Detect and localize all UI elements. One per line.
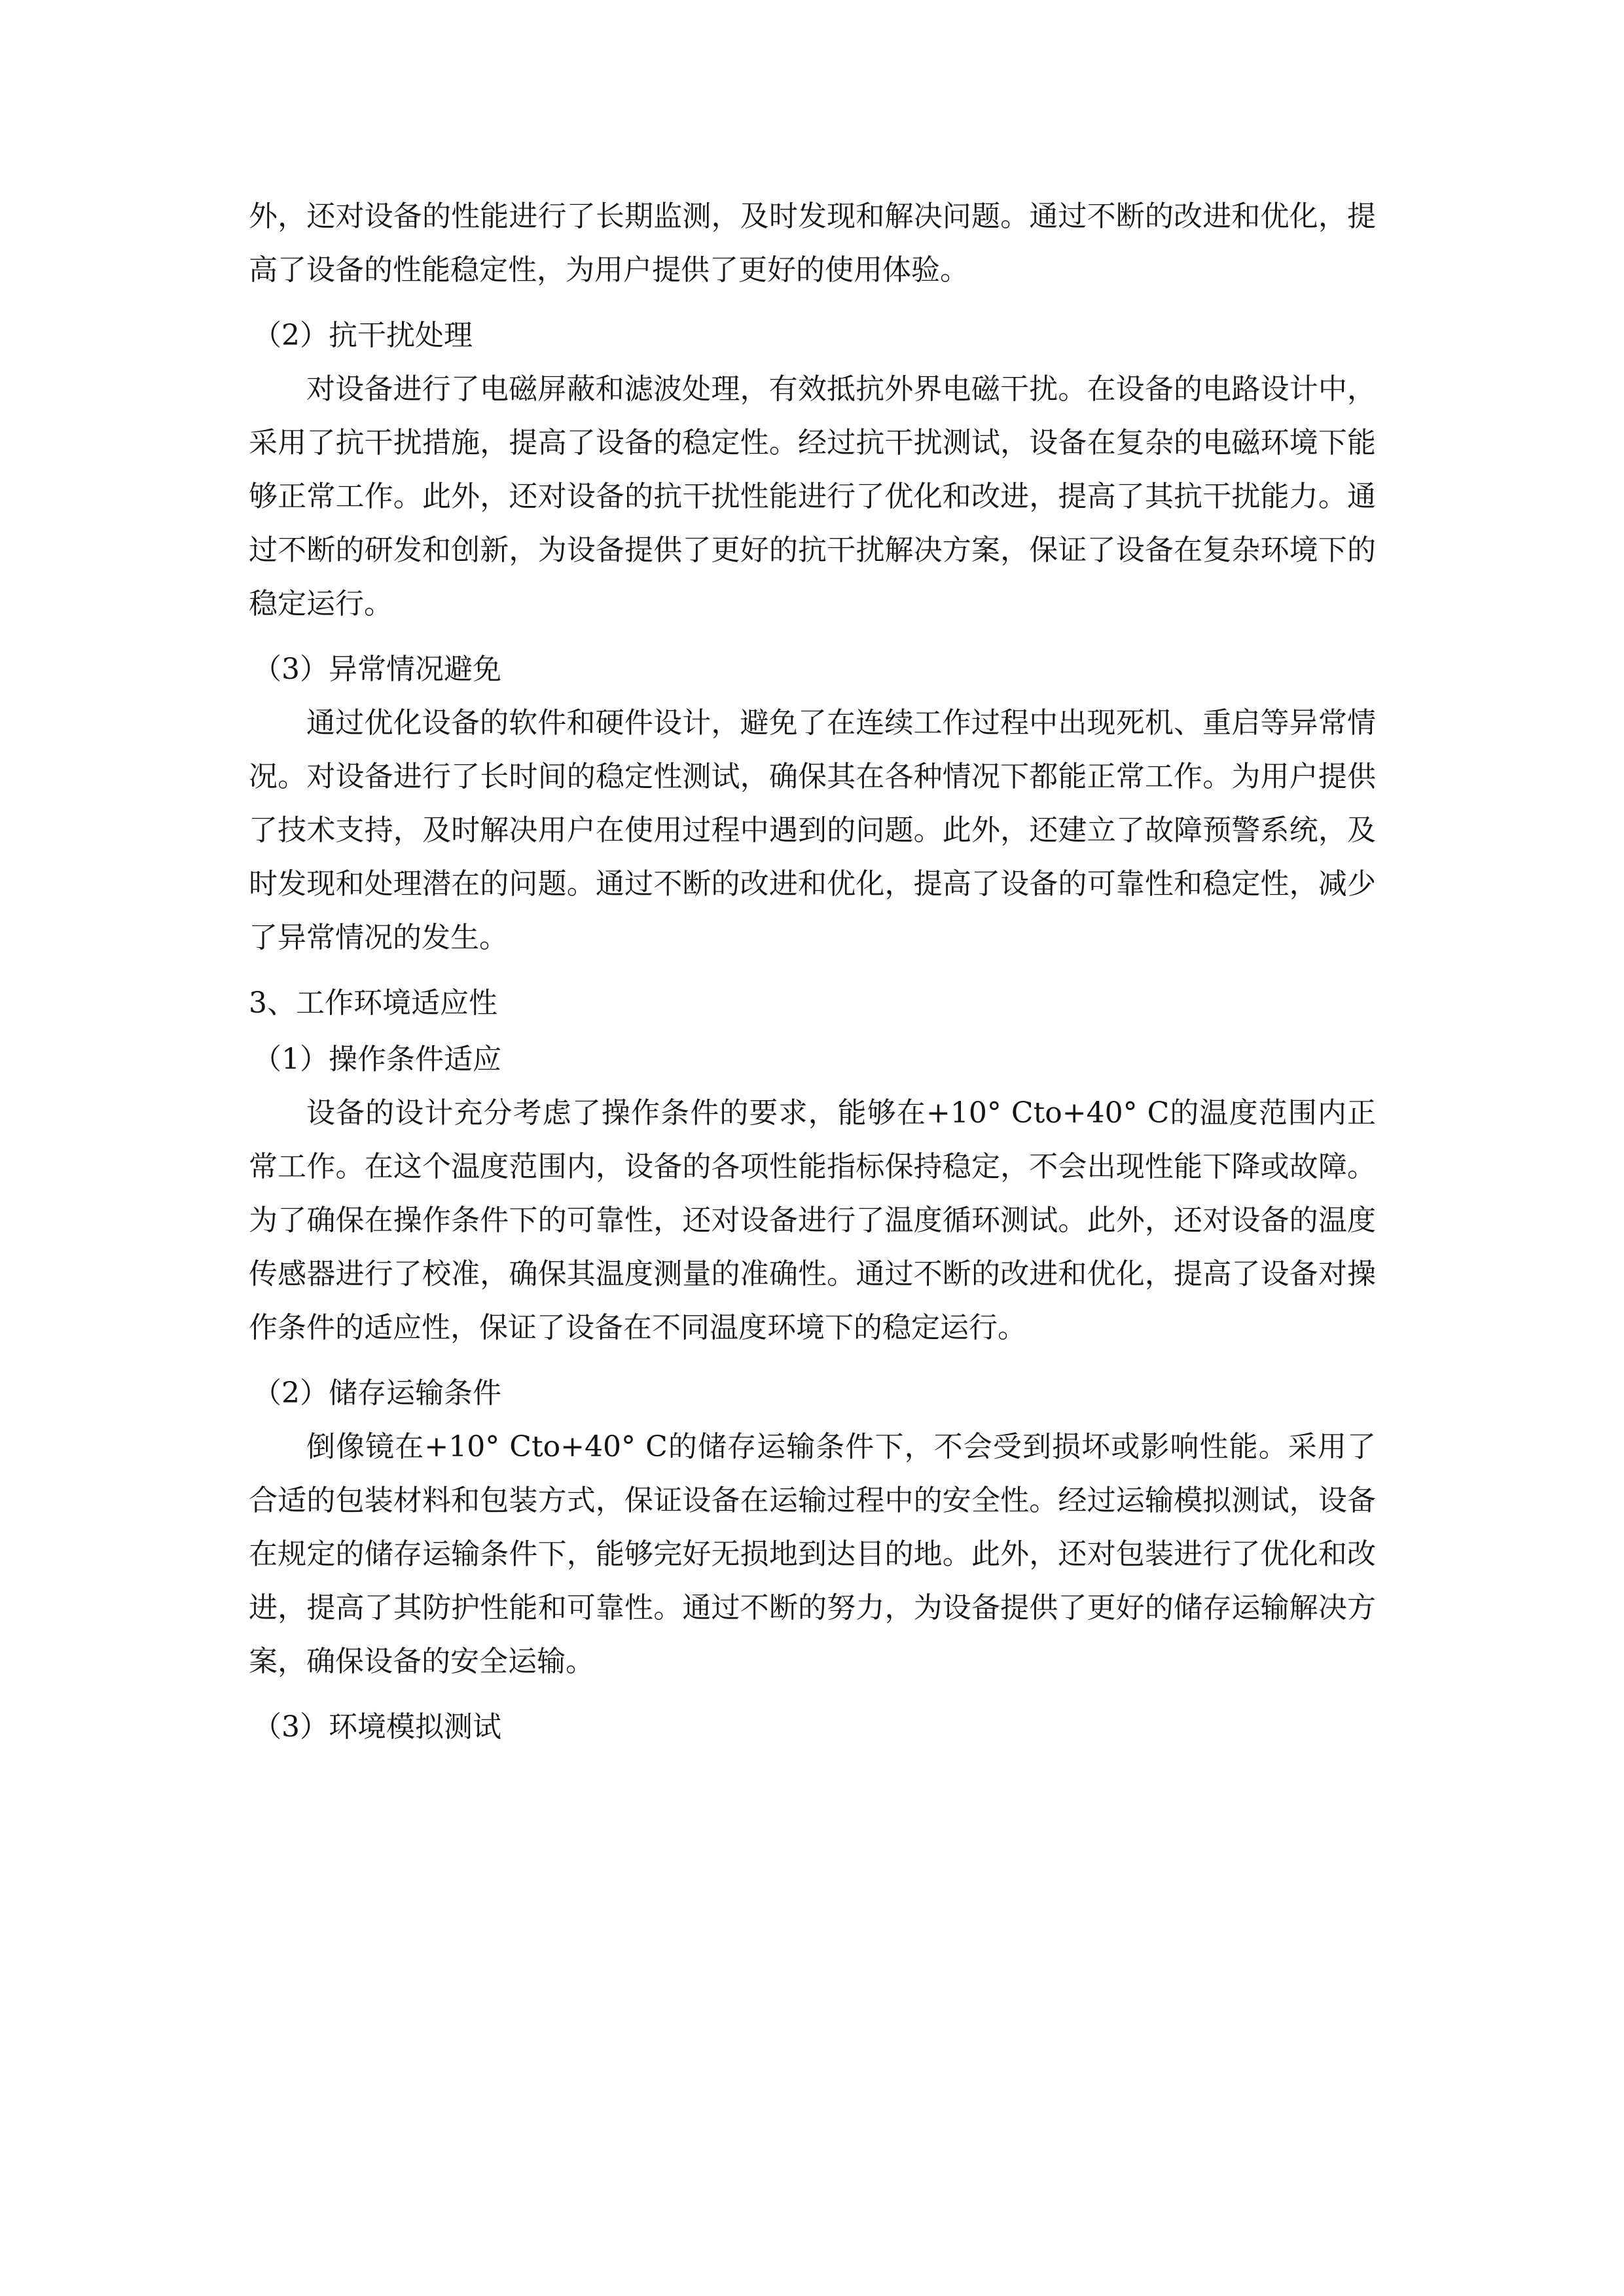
heading-operating-conditions: （1）操作条件适应	[253, 1043, 501, 1076]
heading-storage-transport: （2）储存运输条件	[253, 1376, 501, 1410]
paragraph-anti-interference: 对设备进行了电磁屏蔽和滤波处理，有效抵抗外界电磁干扰。在设备的电路设计中，采用了抗干扰措施，提高了设备的稳定性。经过抗干扰测试，设备在复杂的电磁环境下能够正常工作。此外，还对设备的抗干扰性能进行了优化和改进，提高了其抗干扰能力。通过不断的研发和创新，为设备提供了更好的抗干扰解决方案，保证了设备在复杂环境下的稳定运行。	[249, 372, 1376, 620]
paragraph-operating-conditions: 设备的设计充分考虑了操作条件的要求，能够在+10° Cto+40° C的温度范围内正常工作。在这个温度范围内，设备的各项性能指标保持稳定，不会出现性能下降或故障。为了确保在操作条件下的可靠性，还对设备进行了温度循环测试。此外，还对设备的温度传感器进行了校准，确保其温度测量的准确性。通过不断的改进和优化，提高了设备对操作条件的适应性，保证了设备在不同温度环境下的稳定运行。	[249, 1096, 1376, 1344]
heading-section-3: 3、工作环境适应性	[249, 986, 497, 1020]
paragraph-anomaly-avoidance: 通过优化设备的软件和硬件设计，避免了在连续工作过程中出现死机、重启等异常情况。对设备进行了长时间的稳定性测试，确保其在各种情况下都能正常工作。为用户提供了技术支持，及时解决用户在使用过程中遇到的问题。此外，还建立了故障预警系统，及时发现和处理潜在的问题。通过不断的改进和优化，提高了设备的可靠性和稳定性，减少了异常情况的发生。	[249, 706, 1376, 954]
heading-environment-test: （3）环境模拟测试	[253, 1710, 501, 1744]
document-body	[249, 190, 1376, 1754]
heading-anomaly-avoidance: （3）异常情况避免	[253, 653, 501, 686]
paragraph-storage-transport: 倒像镜在+10° Cto+40° C的储存运输条件下，不会受到损坏或影响性能。采用了合适的包装材料和包装方式，保证设备在运输过程中的安全性。经过运输模拟测试，设备在规定的储存运输条件下，能够完好无损地到达目的地。此外，还对包装进行了优化和改进，提高了其防护性能和可靠性。通过不断的努力，为设备提供了更好的储存运输解决方案，确保设备的安全运输。	[249, 1430, 1376, 1678]
heading-anti-interference: （2）抗干扰处理	[253, 319, 473, 352]
paragraph-intro: 外，还对设备的性能进行了长期监测，及时发现和解决问题。通过不断的改进和优化，提高了设备的性能稳定性，为用户提供了更好的使用体验。	[249, 200, 1376, 287]
